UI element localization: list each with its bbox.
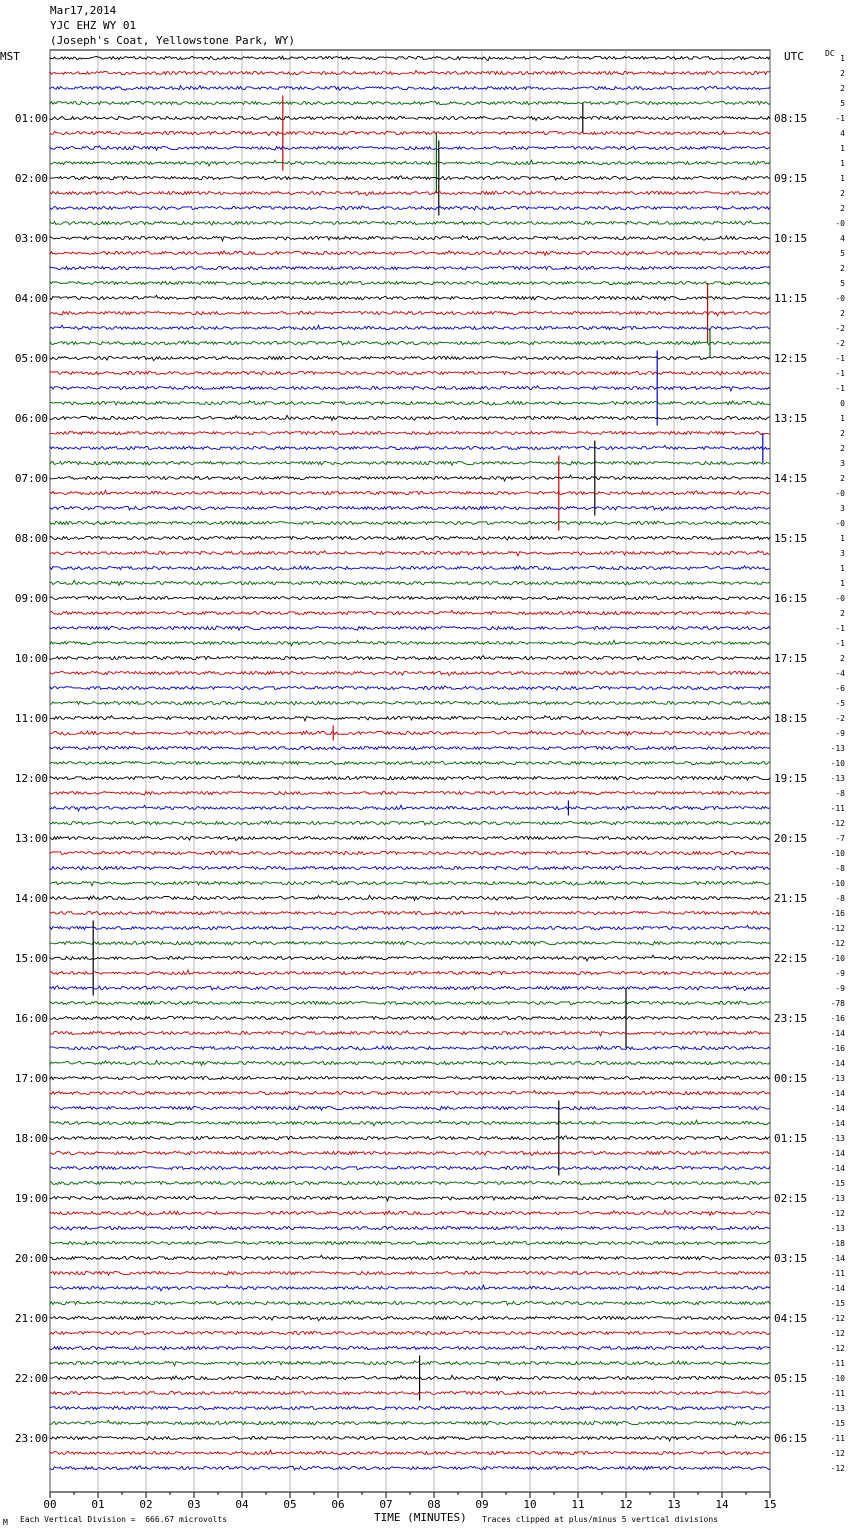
dc-offset-label: -14 <box>830 1254 845 1263</box>
dc-offset-label: 2 <box>840 264 845 273</box>
dc-offset-label: -11 <box>830 804 845 813</box>
mst-hour-label: 16:00 <box>14 1012 48 1025</box>
dc-offset-label: -15 <box>830 1299 845 1308</box>
x-tick-label: 13 <box>667 1498 681 1511</box>
dc-offset-label: -0 <box>835 219 845 228</box>
trace-row <box>50 1391 770 1394</box>
dc-offset-label: 2 <box>840 609 845 618</box>
dc-offset-label: -16 <box>830 1044 845 1053</box>
mst-hour-label: 05:00 <box>14 352 48 365</box>
trace-row <box>50 311 770 316</box>
trace-row <box>50 1241 770 1244</box>
dc-offset-label: 2 <box>840 204 845 213</box>
x-tick-label: 03 <box>187 1498 201 1511</box>
trace-row <box>50 1031 770 1036</box>
trace-row <box>50 671 770 675</box>
trace-row <box>50 445 770 449</box>
dc-offset-label: 3 <box>840 504 845 513</box>
trace-row <box>50 431 770 434</box>
trace-row <box>50 580 770 585</box>
mst-hour-label: 21:00 <box>14 1312 48 1325</box>
dc-offset-label: 5 <box>840 249 845 258</box>
x-tick-label: 06 <box>331 1498 345 1511</box>
dc-offset-label: 5 <box>840 279 845 288</box>
utc-hour-label: 17:15 <box>774 652 808 665</box>
utc-hour-label: 20:15 <box>774 832 808 845</box>
trace-row <box>50 461 770 465</box>
utc-hour-label: 10:15 <box>774 232 808 245</box>
trace-row <box>50 415 770 420</box>
utc-hour-label: 13:15 <box>774 412 808 425</box>
trace-row <box>50 1076 770 1079</box>
dc-offset-label: 1 <box>840 414 845 423</box>
trace-row <box>50 206 770 210</box>
trace-row <box>50 401 770 406</box>
trace-row <box>50 521 770 525</box>
dc-offset-label: 1 <box>840 534 845 543</box>
trace-row <box>50 851 770 855</box>
mst-hour-label: 04:00 <box>14 292 48 305</box>
dc-offset-label: -12 <box>830 924 845 933</box>
trace-row <box>50 881 770 886</box>
dc-offset-label: -13 <box>830 1074 845 1083</box>
trace-row <box>50 1210 770 1215</box>
mst-hour-label: 09:00 <box>14 592 48 605</box>
dc-offset-label: -13 <box>830 744 845 753</box>
trace-row <box>50 1331 770 1335</box>
trace-row <box>50 1285 770 1291</box>
dc-offset-label: -14 <box>830 1149 845 1158</box>
trace-row <box>50 1361 770 1366</box>
trace-row <box>50 116 770 120</box>
trace-row <box>50 836 770 840</box>
dc-offset-label: 1 <box>840 579 845 588</box>
trace-row <box>50 925 770 929</box>
dc-offset-label: -7 <box>835 834 845 843</box>
trace-row <box>50 236 770 241</box>
mst-hour-label: 15:00 <box>14 952 48 965</box>
utc-hour-label: 19:15 <box>774 772 808 785</box>
trace-row <box>50 160 770 166</box>
dc-offset-label: -1 <box>835 624 845 633</box>
dc-offset-label: 0 <box>840 399 845 408</box>
trace-row <box>50 895 770 900</box>
dc-offset-label: -14 <box>830 1284 845 1293</box>
dc-offset-label: -12 <box>830 939 845 948</box>
utc-hour-label: 15:15 <box>774 532 808 545</box>
mst-hour-label: 10:00 <box>14 652 48 665</box>
trace-row <box>50 1166 770 1170</box>
utc-hour-label: 08:15 <box>774 112 808 125</box>
mst-hour-label: 11:00 <box>14 712 48 725</box>
trace-row <box>50 146 770 150</box>
trace-row <box>50 1420 770 1425</box>
mst-hour-label: 19:00 <box>14 1192 48 1205</box>
x-tick-label: 04 <box>235 1498 249 1511</box>
dc-offset-label: -1 <box>835 639 845 648</box>
dc-offset-label: -14 <box>830 1029 845 1038</box>
utc-hour-label: 22:15 <box>774 952 808 965</box>
dc-offset-label: 2 <box>840 309 845 318</box>
dc-offset-label: -14 <box>830 1059 845 1068</box>
x-tick-label: 01 <box>91 1498 105 1511</box>
x-tick-label: 10 <box>523 1498 537 1511</box>
trace-row <box>50 1106 770 1110</box>
dc-offset-label: 1 <box>840 174 845 183</box>
mst-hour-label: 17:00 <box>14 1072 48 1085</box>
trace-row <box>50 746 770 749</box>
trace-row <box>50 626 770 630</box>
x-tick-label: 07 <box>379 1498 393 1511</box>
trace-row <box>50 866 770 870</box>
mst-axis-label: MST <box>0 50 20 63</box>
dc-offset-label: 3 <box>840 549 845 558</box>
x-axis-title: TIME (MINUTES) <box>374 1511 467 1524</box>
trace-row <box>50 775 770 780</box>
x-tick-label: 02 <box>139 1498 153 1511</box>
utc-hour-label: 04:15 <box>774 1312 808 1325</box>
trace-row <box>50 475 770 481</box>
dc-offset-label: -0 <box>835 489 845 498</box>
trace-row <box>50 551 770 556</box>
dc-offset-label: -16 <box>830 1014 845 1023</box>
dc-offset-label: -5 <box>835 699 845 708</box>
trace-row <box>50 325 770 329</box>
utc-hour-label: 18:15 <box>774 712 808 725</box>
dc-offset-label: -11 <box>830 1389 845 1398</box>
trace-row <box>50 86 770 91</box>
dc-offset-label: -2 <box>835 339 845 348</box>
dc-offset-label: -13 <box>830 774 845 783</box>
station-code: YJC EHZ WY 01 <box>50 19 137 32</box>
trace-row <box>50 506 770 510</box>
dc-offset-label: -1 <box>835 384 845 393</box>
trace-row <box>50 266 770 269</box>
trace-row <box>50 281 770 284</box>
trace-row <box>50 791 770 795</box>
utc-hour-label: 12:15 <box>774 352 808 365</box>
mst-hour-label: 22:00 <box>14 1372 48 1385</box>
trace-row <box>50 640 770 646</box>
trace-row <box>50 176 770 180</box>
trace-row <box>50 490 770 495</box>
chart-date: Mar17,2014 <box>50 4 117 17</box>
mst-hour-label: 20:00 <box>14 1252 48 1265</box>
trace-row <box>50 610 770 615</box>
trace-row <box>50 386 770 391</box>
mst-hour-label: 02:00 <box>14 172 48 185</box>
dc-offset-label: -0 <box>835 519 845 528</box>
dc-offset-label: -10 <box>830 849 845 858</box>
dc-offset-label: -11 <box>830 1269 845 1278</box>
dc-offset-label: -14 <box>830 1089 845 1098</box>
trace-row <box>50 1271 770 1275</box>
mst-hour-label: 01:00 <box>14 112 48 125</box>
trace-row <box>50 1120 770 1126</box>
dc-offset-label: -4 <box>835 669 845 678</box>
trace-row <box>50 1090 770 1095</box>
mst-hour-label: 12:00 <box>14 772 48 785</box>
mst-hour-label: 08:00 <box>14 532 48 545</box>
trace-row <box>50 356 770 360</box>
dc-offset-label: -14 <box>830 1164 845 1173</box>
dc-offset-label: -6 <box>835 684 845 693</box>
utc-hour-label: 11:15 <box>774 292 808 305</box>
trace-row <box>50 1016 770 1020</box>
mst-hour-label: 07:00 <box>14 472 48 485</box>
dc-offset-label: -12 <box>830 1344 845 1353</box>
dc-offset-label: -10 <box>830 879 845 888</box>
dc-offset-label: -8 <box>835 894 845 903</box>
trace-row <box>50 1316 770 1320</box>
dc-offset-label: -13 <box>830 1194 845 1203</box>
mst-hour-label: 14:00 <box>14 892 48 905</box>
trace-row <box>50 1060 770 1065</box>
trace-row <box>50 1226 770 1230</box>
trace-row <box>50 1450 770 1454</box>
trace-row <box>50 686 770 690</box>
trace-row <box>50 701 770 705</box>
dc-offset-label: -10 <box>830 954 845 963</box>
trace-row <box>50 131 770 136</box>
dc-offset-label: -9 <box>835 729 845 738</box>
utc-hour-label: 05:15 <box>774 1372 808 1385</box>
trace-row <box>50 295 770 300</box>
utc-axis-label: UTC <box>784 50 804 63</box>
x-tick-label: 00 <box>43 1498 57 1511</box>
utc-hour-label: 03:15 <box>774 1252 808 1265</box>
dc-offset-label: -12 <box>830 1314 845 1323</box>
dc-offset-label: -14 <box>830 1119 845 1128</box>
dc-offset-label: 2 <box>840 84 845 93</box>
dc-offset-label: 2 <box>840 444 845 453</box>
trace-row <box>50 341 770 345</box>
dc-offset-label: -13 <box>830 1134 845 1143</box>
dc-offset-label: -16 <box>830 909 845 918</box>
trace-row <box>50 1406 770 1409</box>
dc-offset-label: -18 <box>830 1239 845 1248</box>
dc-offset-label: -12 <box>830 1464 845 1473</box>
trace-row <box>50 1255 770 1260</box>
dc-offset-label: -0 <box>835 294 845 303</box>
mst-hour-label: 03:00 <box>14 232 48 245</box>
trace-row <box>50 955 770 961</box>
trace-row <box>50 221 770 225</box>
trace-row <box>50 250 770 255</box>
dc-offset-label: -14 <box>830 1104 845 1113</box>
x-tick-label: 15 <box>763 1498 777 1511</box>
dc-offset-label: -12 <box>830 819 845 828</box>
dc-offset-label: -10 <box>830 1374 845 1383</box>
dc-offset-label: 2 <box>840 654 845 663</box>
trace-row <box>50 191 770 195</box>
trace-row <box>50 1466 770 1470</box>
utc-hour-label: 23:15 <box>774 1012 808 1025</box>
trace-row <box>50 566 770 571</box>
trace-row <box>50 761 770 764</box>
trace-row <box>50 596 770 599</box>
trace-row <box>50 1375 770 1380</box>
trace-row <box>50 1046 770 1051</box>
dc-offset-label: -8 <box>835 864 845 873</box>
x-tick-label: 08 <box>427 1498 441 1511</box>
trace-row <box>50 986 770 991</box>
dc-offset-label: -13 <box>830 1404 845 1413</box>
x-tick-label: 11 <box>571 1498 585 1511</box>
dc-offset-label: 4 <box>840 234 845 243</box>
utc-hour-label: 21:15 <box>774 892 808 905</box>
dc-offset-label: -10 <box>830 759 845 768</box>
utc-hour-label: 02:15 <box>774 1192 808 1205</box>
trace-row <box>50 70 770 74</box>
dc-offset-label: -15 <box>830 1179 845 1188</box>
dc-offset-label: -2 <box>835 714 845 723</box>
station-location: (Joseph's Coat, Yellowstone Park, WY) <box>50 34 296 47</box>
trace-row <box>50 911 770 914</box>
dc-offset-label: -13 <box>830 1224 845 1233</box>
vertical-division-note: Each Vertical Division = 666.67 microvolts <box>20 1515 228 1524</box>
trace-row <box>50 941 770 945</box>
trace-row <box>50 1346 770 1350</box>
dc-offset-label: -8 <box>835 789 845 798</box>
dc-offset-label: -0 <box>835 594 845 603</box>
dc-offset-label: -2 <box>835 324 845 333</box>
trace-row <box>50 1151 770 1155</box>
utc-hour-label: 16:15 <box>774 592 808 605</box>
dc-offset-label: 2 <box>840 474 845 483</box>
dc-offset-label: 3 <box>840 459 845 468</box>
dc-offset-label: 1 <box>840 159 845 168</box>
trace-row <box>50 970 770 975</box>
trace-row <box>50 1196 770 1201</box>
dc-offset-label: 2 <box>840 429 845 438</box>
x-tick-label: 09 <box>475 1498 489 1511</box>
trace-row <box>50 805 770 811</box>
dc-offset-label: -1 <box>835 369 845 378</box>
trace-row <box>50 656 770 660</box>
dc-offset-label: -11 <box>830 1359 845 1368</box>
trace-row <box>50 101 770 104</box>
dc-offset-label: 2 <box>840 189 845 198</box>
dc-offset-label: 1 <box>840 564 845 573</box>
dc-offset-label: 4 <box>840 129 845 138</box>
dc-offset-label: 2 <box>840 69 845 78</box>
dc-column-label: DC <box>825 49 835 58</box>
corner-mark: M <box>3 1518 8 1527</box>
dc-offset-label: -11 <box>830 1434 845 1443</box>
mst-hour-label: 06:00 <box>14 412 48 425</box>
utc-hour-label: 00:15 <box>774 1072 808 1085</box>
trace-row <box>50 536 770 540</box>
trace-row <box>50 1181 770 1185</box>
utc-hour-label: 01:15 <box>774 1132 808 1145</box>
trace-row <box>50 56 770 60</box>
trace-row <box>50 716 770 721</box>
dc-offset-label: 1 <box>840 144 845 153</box>
dc-offset-label: -15 <box>830 1419 845 1428</box>
trace-row <box>50 1136 770 1140</box>
trace-row <box>50 371 770 375</box>
dc-offset-label: -1 <box>835 354 845 363</box>
plot-frame <box>50 50 770 1492</box>
dc-offset-label: -78 <box>830 999 845 1008</box>
utc-hour-label: 06:15 <box>774 1432 808 1445</box>
dc-offset-label: -9 <box>835 969 845 978</box>
mst-hour-label: 18:00 <box>14 1132 48 1145</box>
dc-offset-label: -12 <box>830 1329 845 1338</box>
dc-offset-label: -9 <box>835 984 845 993</box>
mst-hour-label: 23:00 <box>14 1432 48 1445</box>
clip-note: Traces clipped at plus/minus 5 vertical divisions <box>482 1515 719 1524</box>
utc-hour-label: 14:15 <box>774 472 808 485</box>
trace-row <box>50 1001 770 1005</box>
trace-row <box>50 730 770 735</box>
dc-offset-label: -12 <box>830 1449 845 1458</box>
x-tick-label: 05 <box>283 1498 297 1511</box>
dc-offset-label: -1 <box>835 114 845 123</box>
trace-row <box>50 821 770 825</box>
dc-offset-label: 1 <box>840 54 845 63</box>
trace-row <box>50 1301 770 1305</box>
dc-offset-label: -12 <box>830 1209 845 1218</box>
dc-offset-label: 5 <box>840 99 845 108</box>
utc-hour-label: 09:15 <box>774 172 808 185</box>
trace-row <box>50 1435 770 1441</box>
x-tick-label: 12 <box>619 1498 633 1511</box>
mst-hour-label: 13:00 <box>14 832 48 845</box>
x-tick-label: 14 <box>715 1498 729 1511</box>
